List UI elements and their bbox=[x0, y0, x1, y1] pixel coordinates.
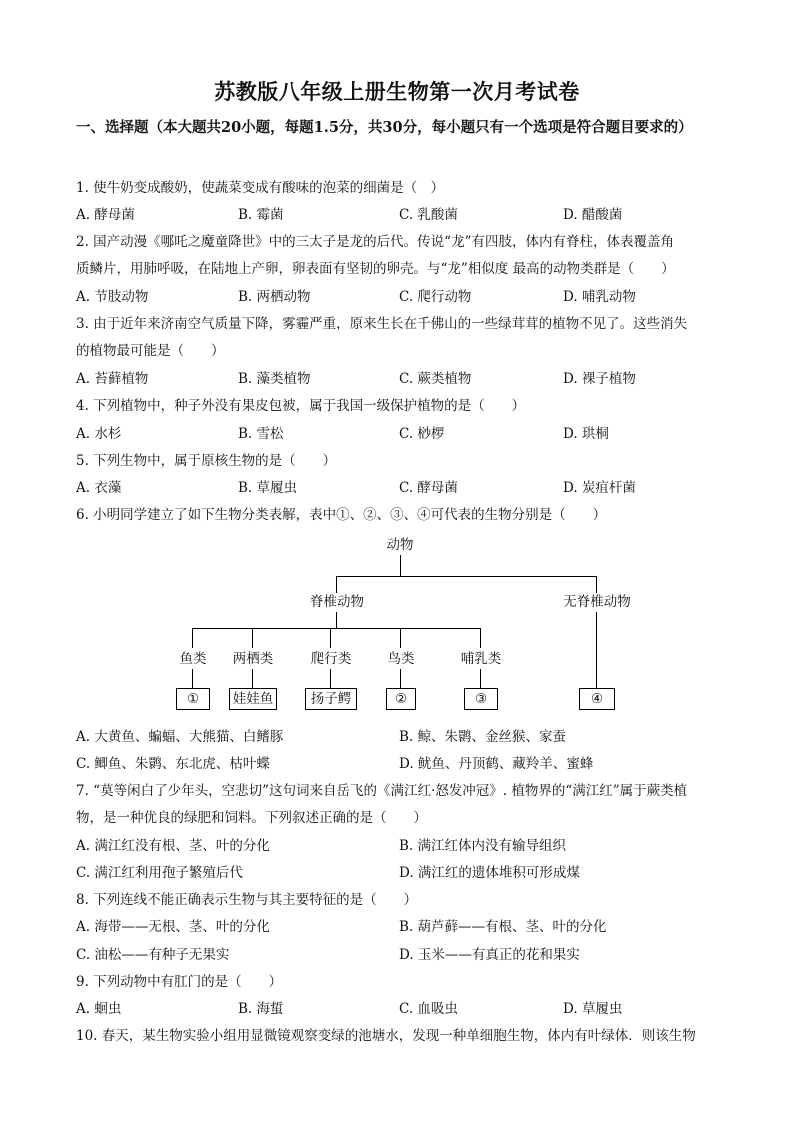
question-4-option-c: C. 桫椤 bbox=[399, 426, 445, 442]
tree-bird-label: 鸟类 bbox=[387, 651, 415, 667]
tree-connector bbox=[330, 628, 331, 648]
question-7-stem-line-2: 物，是一种优良的绿肥和饲料。下列叙述正确的是（ ） bbox=[76, 810, 427, 826]
question-2-option-a: A. 节肢动物 bbox=[76, 289, 149, 305]
question-2-option-d: D. 哺乳动物 bbox=[563, 289, 636, 305]
tree-connector bbox=[480, 628, 481, 648]
tree-root-label: 动物 bbox=[386, 537, 414, 553]
question-3-option-d: D. 裸子植物 bbox=[563, 371, 636, 387]
question-5-option-c: C. 酵母菌 bbox=[399, 480, 458, 496]
tree-box-3: 扬子鳄 bbox=[305, 688, 357, 710]
question-8-stem: 8. 下列连线不能正确表示生物与其主要特征的是（ ） bbox=[76, 892, 418, 908]
tree-connector bbox=[596, 612, 597, 688]
question-10-stem-line-1: 10. 春天，某生物实验小组用显微镜观察变绿的池塘水，发现一种单细胞生物，体内有叶绿体．则该生物 bbox=[76, 1028, 696, 1044]
question-7-option-a: A. 满江红没有根、茎、叶的分化 bbox=[76, 838, 270, 854]
question-3-stem-line-2: 的植物最可能是（ ） bbox=[76, 343, 225, 359]
tree-reptile-label: 爬行类 bbox=[310, 651, 352, 667]
question-5-option-d: D. 炭疽杆菌 bbox=[563, 480, 636, 496]
tree-connector bbox=[400, 555, 401, 576]
section-heading: 一、选择题（本大题共20小题，每题1.5分，共30分，每小题只有一个选项是符合题目要求的） bbox=[76, 119, 693, 136]
tree-amphibian-label: 两栖类 bbox=[232, 651, 274, 667]
question-2-stem-line-2: 质鳞片，用肺呼吸，在陆地上产卵，卵表面有坚韧的卵壳。与“龙”相似度 最高的动物类群是（ ） bbox=[76, 261, 675, 277]
question-6-stem: 6. 小明同学建立了如下生物分类表解，表中①、②、③、④可代表的生物分别是（ ） bbox=[76, 507, 607, 523]
question-4-stem: 4. 下列植物中，种子外没有果皮包被，属于我国一级保护植物的是（ ） bbox=[76, 398, 526, 414]
question-2-stem-line-1: 2. 国产动漫《哪吒之魔童降世》中的三太子是龙的后代。传说“龙”有四肢，体内有脊柱，体表覆盖角 bbox=[76, 234, 674, 250]
question-4-option-d: D. 珙桐 bbox=[563, 426, 609, 442]
question-1-option-d: D. 醋酸菌 bbox=[563, 207, 623, 223]
tree-connector bbox=[596, 576, 597, 593]
question-5-option-a: A. 衣藻 bbox=[76, 480, 122, 496]
question-6-option-b: B. 鲸、朱鹮、金丝猴、家蚕 bbox=[399, 729, 567, 745]
question-6-option-a: A. 大黄鱼、蝙蝠、大熊猫、白鳍豚 bbox=[76, 729, 284, 745]
question-3-option-b: B. 藻类植物 bbox=[238, 371, 311, 387]
tree-connector bbox=[192, 628, 193, 648]
question-1-option-b: B. 霉菌 bbox=[238, 207, 284, 223]
question-5-option-b: B. 草履虫 bbox=[238, 480, 298, 496]
question-9-option-d: D. 草履虫 bbox=[563, 1001, 623, 1017]
question-8-option-c: C. 油松——有种子无果实 bbox=[76, 947, 230, 963]
tree-connector bbox=[336, 576, 337, 593]
question-7-option-b: B. 满江红体内没有输导组织 bbox=[399, 838, 567, 854]
question-7-option-c: C. 满江红利用孢子繁殖后代 bbox=[76, 865, 243, 881]
tree-box-5: ③ bbox=[464, 688, 498, 710]
question-3-option-a: A. 苔藓植物 bbox=[76, 371, 149, 387]
question-1-option-a: A. 酵母菌 bbox=[76, 207, 135, 223]
question-6-option-c: C. 鲫鱼、朱鹮、东北虎、枯叶蝶 bbox=[76, 756, 270, 772]
tree-connector bbox=[336, 576, 597, 577]
tree-invertebrate-label: 无脊椎动物 bbox=[563, 594, 631, 610]
exam-title: 苏教版八年级上册生物第一次月考试卷 bbox=[214, 79, 580, 104]
tree-connector bbox=[400, 628, 401, 648]
question-5-stem: 5. 下列生物中，属于原核生物的是（ ） bbox=[76, 453, 337, 469]
question-9-stem: 9. 下列动物中有肛门的是（ ） bbox=[76, 974, 283, 990]
tree-connector bbox=[192, 628, 481, 629]
question-4-option-b: B. 雪松 bbox=[238, 426, 284, 442]
tree-connector bbox=[330, 669, 331, 688]
question-2-option-b: B. 两栖动物 bbox=[238, 289, 311, 305]
question-3-option-c: C. 蕨类植物 bbox=[399, 371, 472, 387]
tree-connector bbox=[480, 669, 481, 688]
question-2-option-c: C. 爬行动物 bbox=[399, 289, 472, 305]
tree-box-6: ④ bbox=[579, 688, 615, 710]
question-9-option-a: A. 蛔虫 bbox=[76, 1001, 122, 1017]
question-8-option-b: B. 葫芦藓——有根、茎、叶的分化 bbox=[399, 919, 607, 935]
question-8-option-d: D. 玉米——有真正的花和果实 bbox=[399, 947, 580, 963]
tree-connector bbox=[336, 612, 337, 628]
question-6-option-d: D. 鱿鱼、丹顶鹤、藏羚羊、蜜蜂 bbox=[399, 756, 594, 772]
question-1-stem: 1. 使牛奶变成酸奶，使蔬菜变成有酸味的泡菜的细菌是（ ） bbox=[76, 180, 445, 196]
question-8-option-a: A. 海带——无根、茎、叶的分化 bbox=[76, 919, 270, 935]
question-7-option-d: D. 满江红的遗体堆积可形成煤 bbox=[399, 865, 580, 881]
tree-connector bbox=[252, 669, 253, 688]
tree-fish-label: 鱼类 bbox=[179, 651, 207, 667]
question-1-option-c: C. 乳酸菌 bbox=[399, 207, 458, 223]
tree-connector bbox=[400, 669, 401, 688]
tree-box-2: 娃娃鱼 bbox=[229, 688, 277, 710]
tree-vertebrate-label: 脊椎动物 bbox=[310, 594, 364, 610]
question-3-stem-line-1: 3. 由于近年来济南空气质量下降，雾霾严重，原来生长在千佛山的一些绿茸茸的植物不见了。这些消失 bbox=[76, 316, 688, 332]
tree-connector bbox=[192, 669, 193, 688]
tree-connector bbox=[252, 628, 253, 648]
tree-box-1: ① bbox=[176, 688, 210, 710]
question-7-stem-line-1: 7. “莫等闲白了少年头，空悲切”这句词来自岳飞的《满江红·怒发冲冠》. 植物界的“满江红”属于蕨类植 bbox=[76, 783, 688, 799]
question-9-option-b: B. 海蜇 bbox=[238, 1001, 284, 1017]
question-4-option-a: A. 水杉 bbox=[76, 426, 122, 442]
tree-mammal-label: 哺乳类 bbox=[460, 651, 502, 667]
tree-box-4: ② bbox=[386, 688, 416, 710]
question-9-option-c: C. 血吸虫 bbox=[399, 1001, 458, 1017]
